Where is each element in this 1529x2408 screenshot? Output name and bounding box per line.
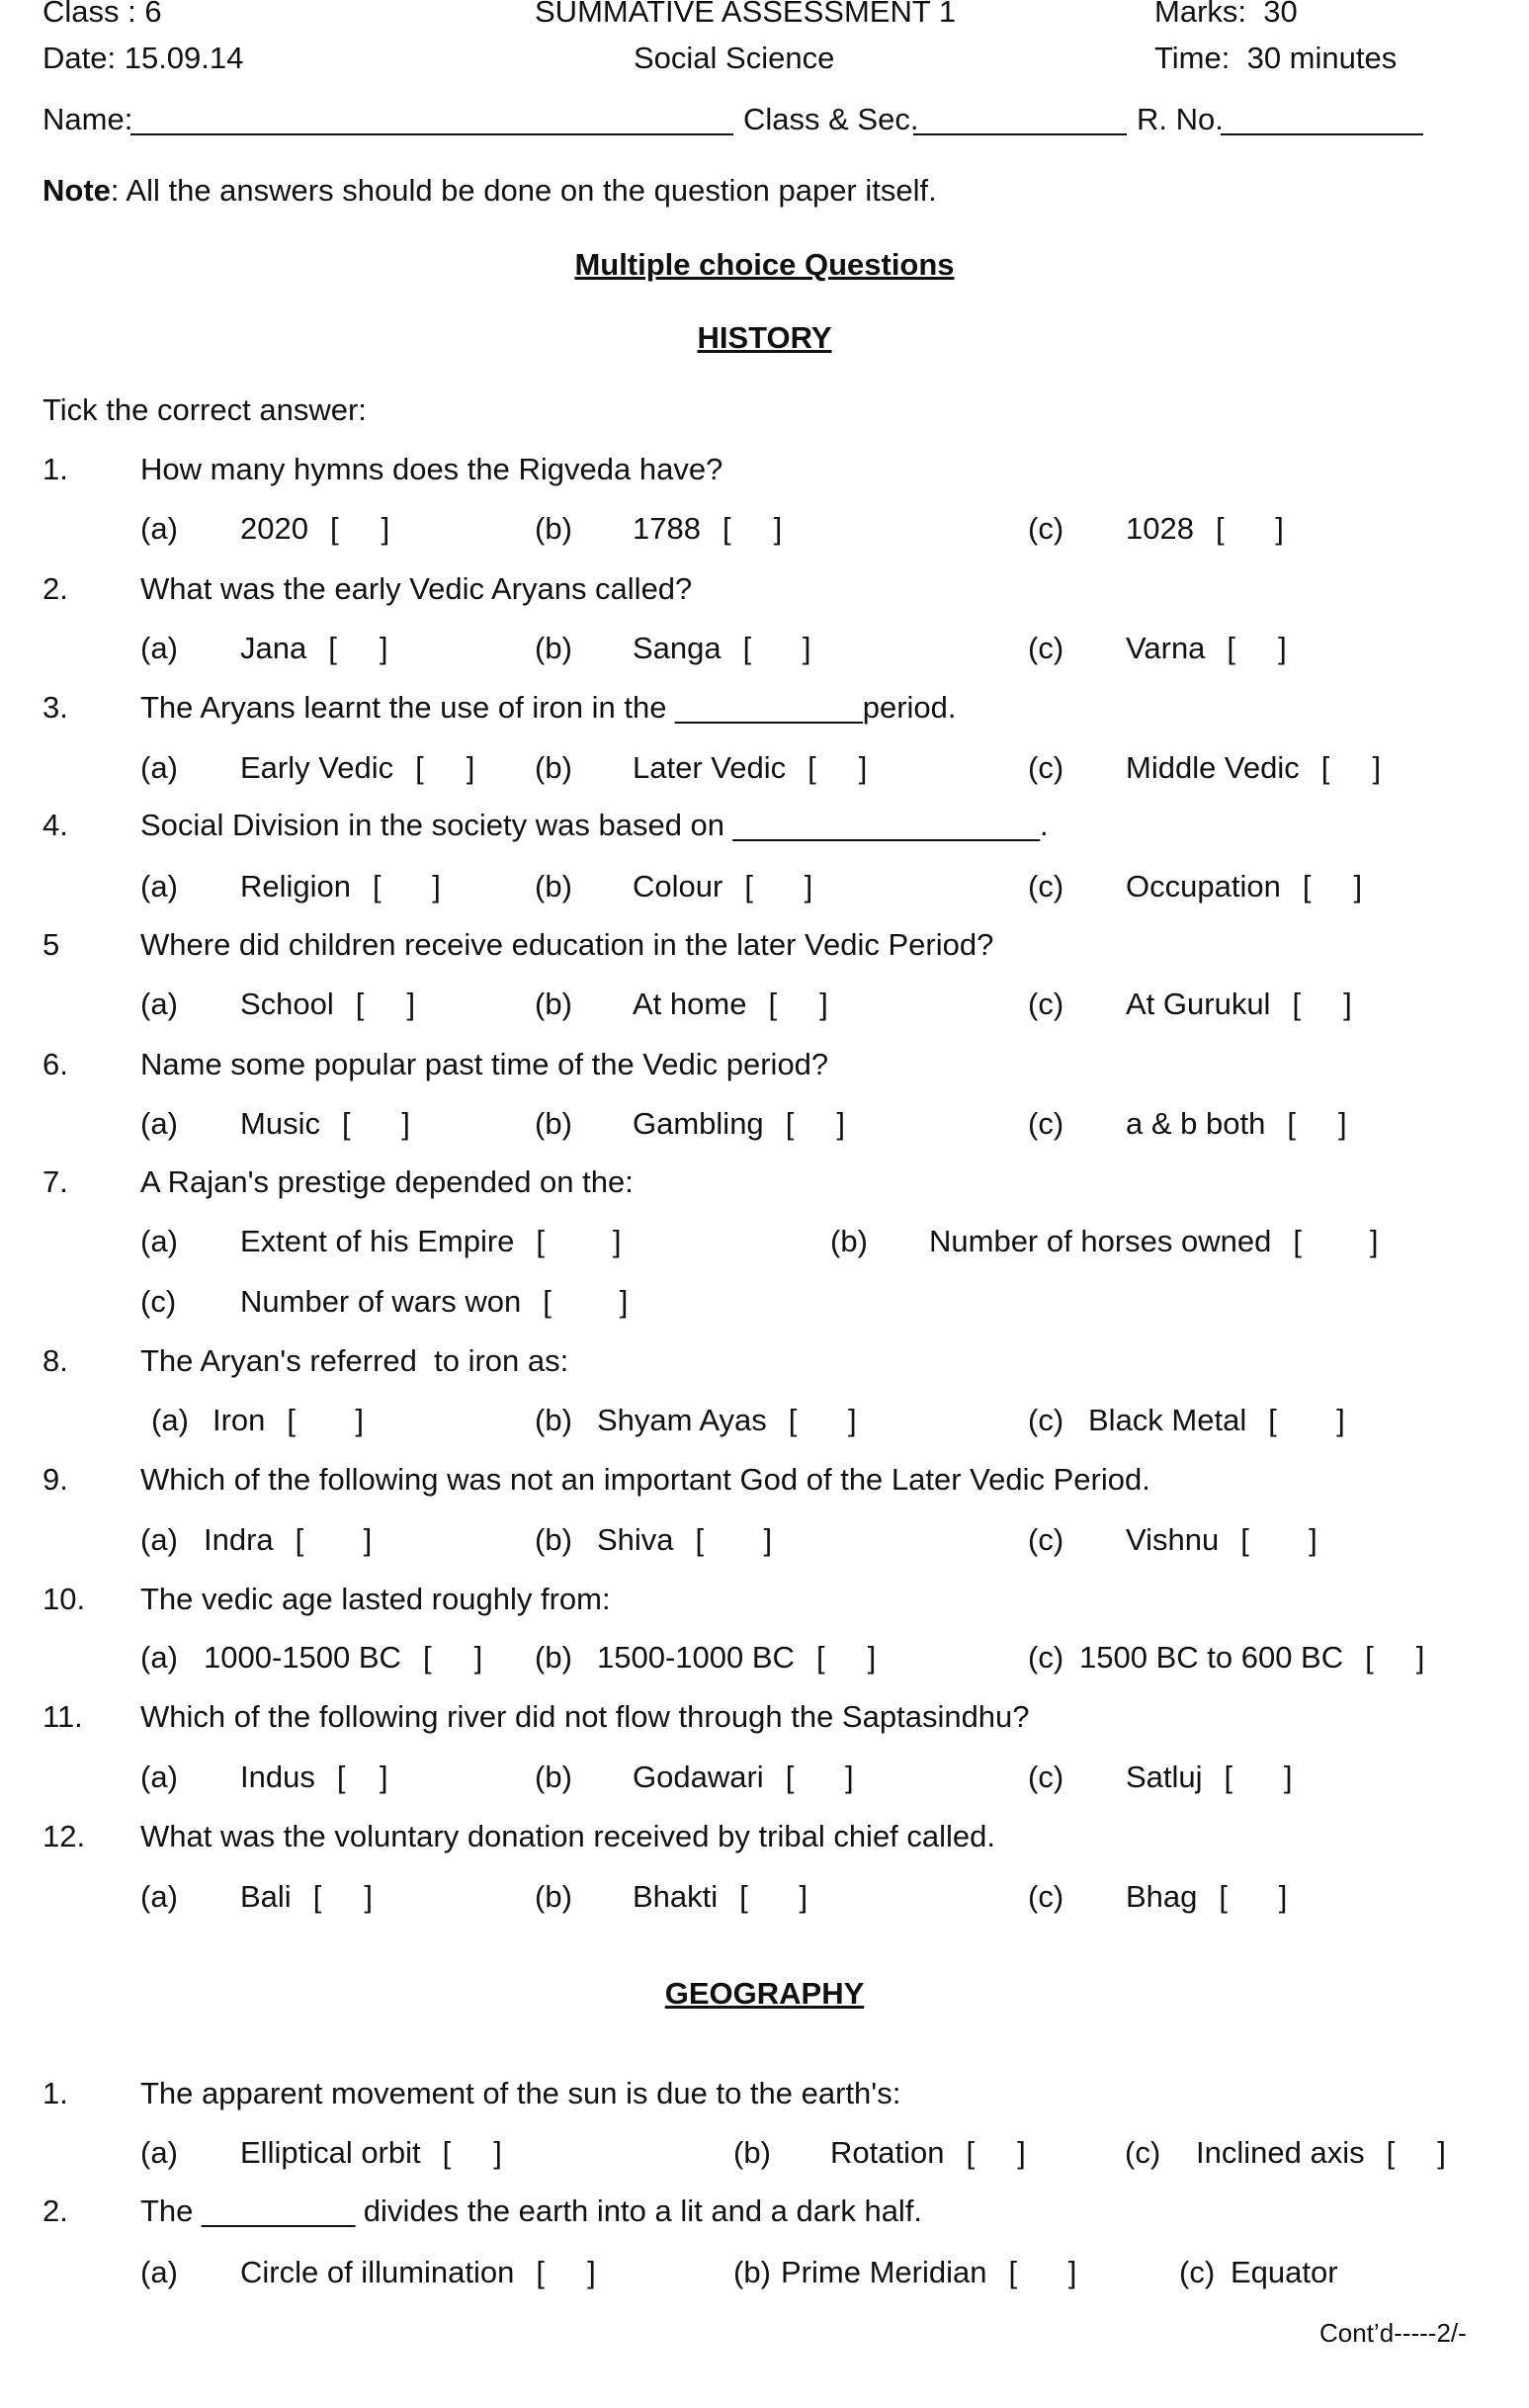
answer-option[interactable] (240, 1760, 388, 1795)
answer-option[interactable] (633, 511, 782, 547)
answer-option[interactable] (597, 1522, 772, 1558)
option-text: Extent of his Empire (240, 1224, 515, 1258)
option-text: Early Vedic (240, 750, 394, 785)
answer-option[interactable] (633, 750, 867, 786)
option-label: (c) (1028, 631, 1064, 665)
option-text: At Gurukul (1126, 987, 1271, 1021)
tick-box[interactable]: [ ] (695, 1522, 773, 1557)
option-text: Vishnu (1126, 1522, 1220, 1557)
tick-box[interactable]: [ ] (415, 750, 475, 785)
answer-option[interactable] (240, 869, 441, 904)
date-label: Date: 15.09.14 (42, 41, 244, 75)
note (42, 173, 937, 209)
tick-box[interactable]: [ ] (1215, 511, 1284, 546)
tick-box[interactable]: [ ] (785, 1106, 845, 1141)
history-question-number: 6. (42, 1047, 68, 1081)
history-question-text: Where did children receive education in the later Vedic Period? (140, 927, 994, 962)
answer-option[interactable] (1126, 1760, 1292, 1795)
tick-box[interactable]: [ ] (295, 1522, 373, 1557)
tick-box[interactable]: [ ] (1365, 1640, 1425, 1675)
option-text: Music (240, 1106, 320, 1141)
history-question-text: The Aryans learnt the use of iron in the ___________period. (140, 690, 957, 725)
option-text: Rotation (830, 2135, 945, 2170)
geography-heading: GEOGRAPHY (664, 1976, 865, 2011)
option-text: Circle of illumination (240, 2255, 515, 2289)
answer-option[interactable] (240, 511, 389, 547)
history-question-number: 3. (42, 690, 68, 725)
option-label: (c) (1028, 511, 1064, 546)
option-text: Later Vedic (633, 750, 787, 785)
geography-question-number: 2. (42, 2193, 68, 2228)
option-label: (c) (1028, 750, 1064, 785)
option-label: (c) (1028, 1760, 1064, 1794)
option-label: (b) (535, 987, 572, 1021)
tick-box[interactable]: [ ] (1386, 2135, 1446, 2170)
answer-option[interactable] (633, 1760, 854, 1795)
answer-option[interactable] (633, 987, 828, 1022)
note-label: Note (42, 173, 111, 208)
answer-option[interactable] (633, 631, 811, 666)
answer-option[interactable] (240, 631, 388, 666)
tick-box[interactable]: [ ] (543, 1284, 629, 1319)
option-text: Elliptical orbit (240, 2135, 421, 2170)
option-label: (c) (1125, 2135, 1161, 2170)
option-label: (b) (830, 1224, 868, 1258)
section-title: Multiple choice Questions (574, 247, 955, 282)
tick-box[interactable]: [ ] (722, 511, 783, 546)
option-label: (a) (140, 1106, 178, 1141)
option-text: Iron (212, 1403, 266, 1437)
option-text: 1500 BC to 600 BC (1079, 1640, 1344, 1675)
option-label: (a) (140, 2255, 178, 2289)
option-label: (c) (1028, 869, 1064, 903)
option-text: Religion (240, 869, 352, 903)
option-text: Gambling (633, 1106, 764, 1141)
history-question-number: 10. (42, 1582, 86, 1616)
option-label: (b) (535, 1760, 572, 1794)
tick-box[interactable]: [ ] (1302, 869, 1363, 903)
option-text: Black Metal (1088, 1403, 1247, 1437)
option-label: (a) (140, 2135, 178, 2170)
option-text: Indra (204, 1522, 274, 1557)
answer-option[interactable] (240, 987, 415, 1022)
option-label: (a) (140, 1224, 178, 1258)
option-text: Jana (240, 631, 307, 665)
tick-box[interactable]: [ ] (1268, 1403, 1345, 1437)
answer-option[interactable] (1126, 1522, 1317, 1558)
roll-no-field[interactable] (1221, 133, 1423, 135)
answer-option[interactable] (212, 1403, 364, 1438)
answer-option[interactable] (240, 2135, 502, 2171)
time-label: Time: 30 minutes (1154, 41, 1398, 75)
tick-box[interactable]: [ ] (744, 869, 813, 903)
geography-question-number: 1. (42, 2076, 68, 2110)
answer-option[interactable] (1126, 511, 1284, 547)
option-text: Inclined axis (1196, 2135, 1365, 2170)
tick-box[interactable]: [ ] (1293, 1224, 1379, 1258)
option-label: (a) (140, 750, 178, 785)
option-label: (b) (535, 1403, 572, 1437)
history-question-number: 11. (42, 1699, 83, 1734)
tick-box[interactable]: [ ] (341, 1106, 410, 1141)
history-question-text: What was the voluntary donation received by tribal chief called. (140, 1819, 996, 1853)
history-question-text: A Rajan's prestige depended on the: (140, 1164, 634, 1199)
tick-box[interactable]: [ ] (742, 631, 811, 665)
option-label: (a) (140, 869, 178, 903)
tick-box[interactable]: [ ] (312, 1879, 373, 1914)
option-text: 1500-1000 BC (597, 1640, 795, 1675)
answer-option[interactable] (1126, 869, 1362, 904)
option-label: (b) (733, 2135, 771, 2170)
answer-option[interactable] (597, 1403, 857, 1438)
answer-option[interactable] (1126, 631, 1287, 666)
tick-box[interactable]: [ ] (422, 1640, 483, 1675)
option-text: Satluj (1126, 1760, 1203, 1794)
answer-option[interactable] (781, 2255, 1076, 2290)
history-question-text: The vedic age lasted roughly from: (140, 1582, 611, 1616)
answer-option[interactable] (633, 869, 812, 904)
option-text: Occupation (1126, 869, 1281, 903)
history-question-number: 12. (42, 1819, 86, 1853)
tick-box[interactable]: [ ] (815, 1640, 877, 1675)
option-label: (a) (151, 1403, 189, 1437)
tick-box[interactable]: [ ] (1008, 2255, 1077, 2289)
answer-option[interactable] (204, 1522, 372, 1558)
history-question-text: Name some popular past time of the Vedic period? (140, 1047, 829, 1081)
name-field[interactable] (130, 133, 733, 135)
history-question-number: 9. (42, 1462, 68, 1497)
tick-box[interactable]: [ ] (536, 2255, 596, 2289)
option-label: (b) (535, 511, 572, 546)
option-text: Colour (633, 869, 723, 903)
tick-box[interactable]: [ ] (1292, 987, 1352, 1021)
tick-box[interactable]: [ ] (966, 2135, 1026, 2170)
option-text: 1000-1500 BC (204, 1640, 401, 1675)
tick-box[interactable]: [ ] (536, 1224, 622, 1258)
tick-box[interactable]: [ ] (328, 631, 388, 665)
tick-box[interactable]: [ ] (768, 987, 828, 1021)
tick-box[interactable]: [ ] (287, 1403, 364, 1437)
option-label: (a) (140, 987, 178, 1021)
option-label: (c) (1028, 1106, 1064, 1141)
history-heading: HISTORY (697, 320, 832, 355)
answer-option[interactable] (633, 1879, 807, 1915)
answer-option[interactable] (1126, 750, 1381, 786)
option-label: (b) (535, 1106, 572, 1141)
option-label: (c) (140, 1284, 177, 1319)
geography-question-text: The _________ divides the earth into a lit and a dark half. (140, 2193, 923, 2228)
history-question-text: Which of the following river did not flow through the Saptasindhu? (140, 1699, 1030, 1734)
answer-option[interactable] (1231, 2255, 1338, 2290)
answer-option[interactable] (240, 1284, 628, 1320)
option-text: Prime Meridian (781, 2255, 987, 2289)
history-instruction: Tick the correct answer: (42, 392, 367, 427)
tick-box[interactable]: [ ] (1224, 1760, 1293, 1794)
exam-title: SUMMATIVE ASSESSMENT 1 (535, 0, 957, 29)
answer-option[interactable] (240, 1224, 622, 1259)
answer-option[interactable] (633, 1106, 845, 1142)
tick-box[interactable]: [ ] (1287, 1106, 1347, 1141)
option-text: Number of wars won (240, 1284, 522, 1319)
option-text: Bhag (1126, 1879, 1198, 1914)
option-label: (c) (1028, 1403, 1064, 1437)
option-text: Sanga (633, 631, 722, 665)
answer-option[interactable] (597, 1640, 876, 1676)
option-text: School (240, 987, 334, 1021)
marks-label: Marks: 30 (1154, 0, 1298, 29)
option-label: (c) (1179, 2255, 1216, 2289)
tick-box[interactable]: [ ] (1320, 750, 1382, 785)
tick-box[interactable]: [ ] (1240, 1522, 1317, 1557)
roll-no-label: R. No. (1137, 102, 1224, 136)
answer-option[interactable] (240, 750, 474, 786)
answer-option[interactable] (1126, 987, 1352, 1022)
history-question-number: 5 (42, 927, 60, 962)
option-text: Shiva (597, 1522, 674, 1557)
option-text: 2020 (240, 511, 308, 546)
option-text: Indus (240, 1760, 315, 1794)
tick-box[interactable]: [ ] (739, 1879, 808, 1914)
option-text: Bali (240, 1879, 292, 1914)
option-label: (c) (1028, 1879, 1064, 1914)
option-label: (a) (140, 1640, 178, 1675)
option-text: Varna (1126, 631, 1206, 665)
option-label: (a) (140, 511, 178, 546)
option-text: Middle Vedic (1126, 750, 1300, 785)
answer-option[interactable] (1079, 1640, 1424, 1676)
tick-box[interactable]: [ ] (442, 2135, 502, 2170)
history-question-number: 8. (42, 1343, 68, 1378)
class-sec-field[interactable] (913, 133, 1127, 135)
note-text: : All the answers should be done on the question paper itself. (110, 173, 937, 208)
history-question-text: What was the early Vedic Aryans called? (140, 571, 693, 606)
history-question-text: How many hymns does the Rigveda have? (140, 452, 723, 486)
option-label: (b) (535, 1640, 572, 1675)
history-question-number: 7. (42, 1164, 68, 1199)
tick-box[interactable]: [ ] (373, 869, 441, 903)
option-label: (b) (535, 1522, 572, 1557)
option-label: (a) (140, 1522, 178, 1557)
history-question-text: The Aryan's referred to iron as: (140, 1343, 569, 1378)
option-label: (a) (140, 1879, 178, 1914)
option-text: 1028 (1126, 511, 1194, 546)
option-text: a & b both (1126, 1106, 1266, 1141)
subject-label: Social Science (634, 41, 835, 75)
option-label: (b) (535, 1879, 572, 1914)
option-label: (b) (733, 2255, 771, 2289)
geography-question-text: The apparent movement of the sun is due to the earth's: (140, 2076, 901, 2110)
option-label: (b) (535, 869, 572, 903)
tick-box[interactable]: [ ] (807, 750, 868, 785)
answer-option[interactable] (1196, 2135, 1446, 2171)
option-label: (a) (140, 1760, 178, 1794)
option-label: (c) (1028, 987, 1064, 1021)
answer-option[interactable] (830, 2135, 1026, 2171)
option-text: Godawari (633, 1760, 764, 1794)
answer-option[interactable] (929, 1224, 1378, 1259)
name-label: Name: (42, 102, 133, 136)
answer-option[interactable] (1088, 1403, 1345, 1438)
option-text: Shyam Ayas (597, 1403, 767, 1437)
tick-box[interactable]: [ ] (788, 1403, 857, 1437)
answer-option[interactable] (1126, 1879, 1287, 1915)
answer-option[interactable] (240, 1879, 373, 1915)
option-label: (c) (1028, 1522, 1064, 1557)
answer-option[interactable] (204, 1640, 482, 1676)
tick-box[interactable]: [ ] (1227, 631, 1287, 665)
answer-option[interactable] (240, 1106, 410, 1142)
option-label: (b) (535, 750, 572, 785)
option-label: (c) (1028, 1640, 1064, 1675)
tick-box[interactable]: [ ] (355, 987, 416, 1021)
option-label: (a) (140, 631, 178, 665)
option-text: Number of horses owned (929, 1224, 1272, 1258)
tick-box[interactable]: [ ] (329, 511, 390, 546)
continued-note: Cont’d-----2/- (1319, 2318, 1467, 2348)
option-text: Bhakti (633, 1879, 719, 1914)
tick-box[interactable]: [ ] (1219, 1879, 1288, 1914)
option-text: Equator (1231, 2255, 1338, 2289)
history-question-number: 2. (42, 571, 68, 606)
history-question-text: Which of the following was not an important God of the Later Vedic Period. (140, 1462, 1150, 1497)
tick-box[interactable]: [ ] (785, 1760, 854, 1794)
history-question-number: 1. (42, 452, 68, 486)
option-text: At home (633, 987, 747, 1021)
class-label: Class : 6 (42, 0, 162, 29)
answer-option[interactable] (1126, 1106, 1347, 1142)
history-question-number: 4. (42, 808, 68, 842)
option-label: (b) (535, 631, 572, 665)
answer-option[interactable] (240, 2255, 596, 2290)
class-sec-label: Class & Sec. (743, 102, 919, 136)
option-text: 1788 (633, 511, 701, 546)
history-question-text: Social Division in the society was based on __________________. (140, 808, 1049, 842)
tick-box[interactable]: [ ] (336, 1760, 388, 1794)
